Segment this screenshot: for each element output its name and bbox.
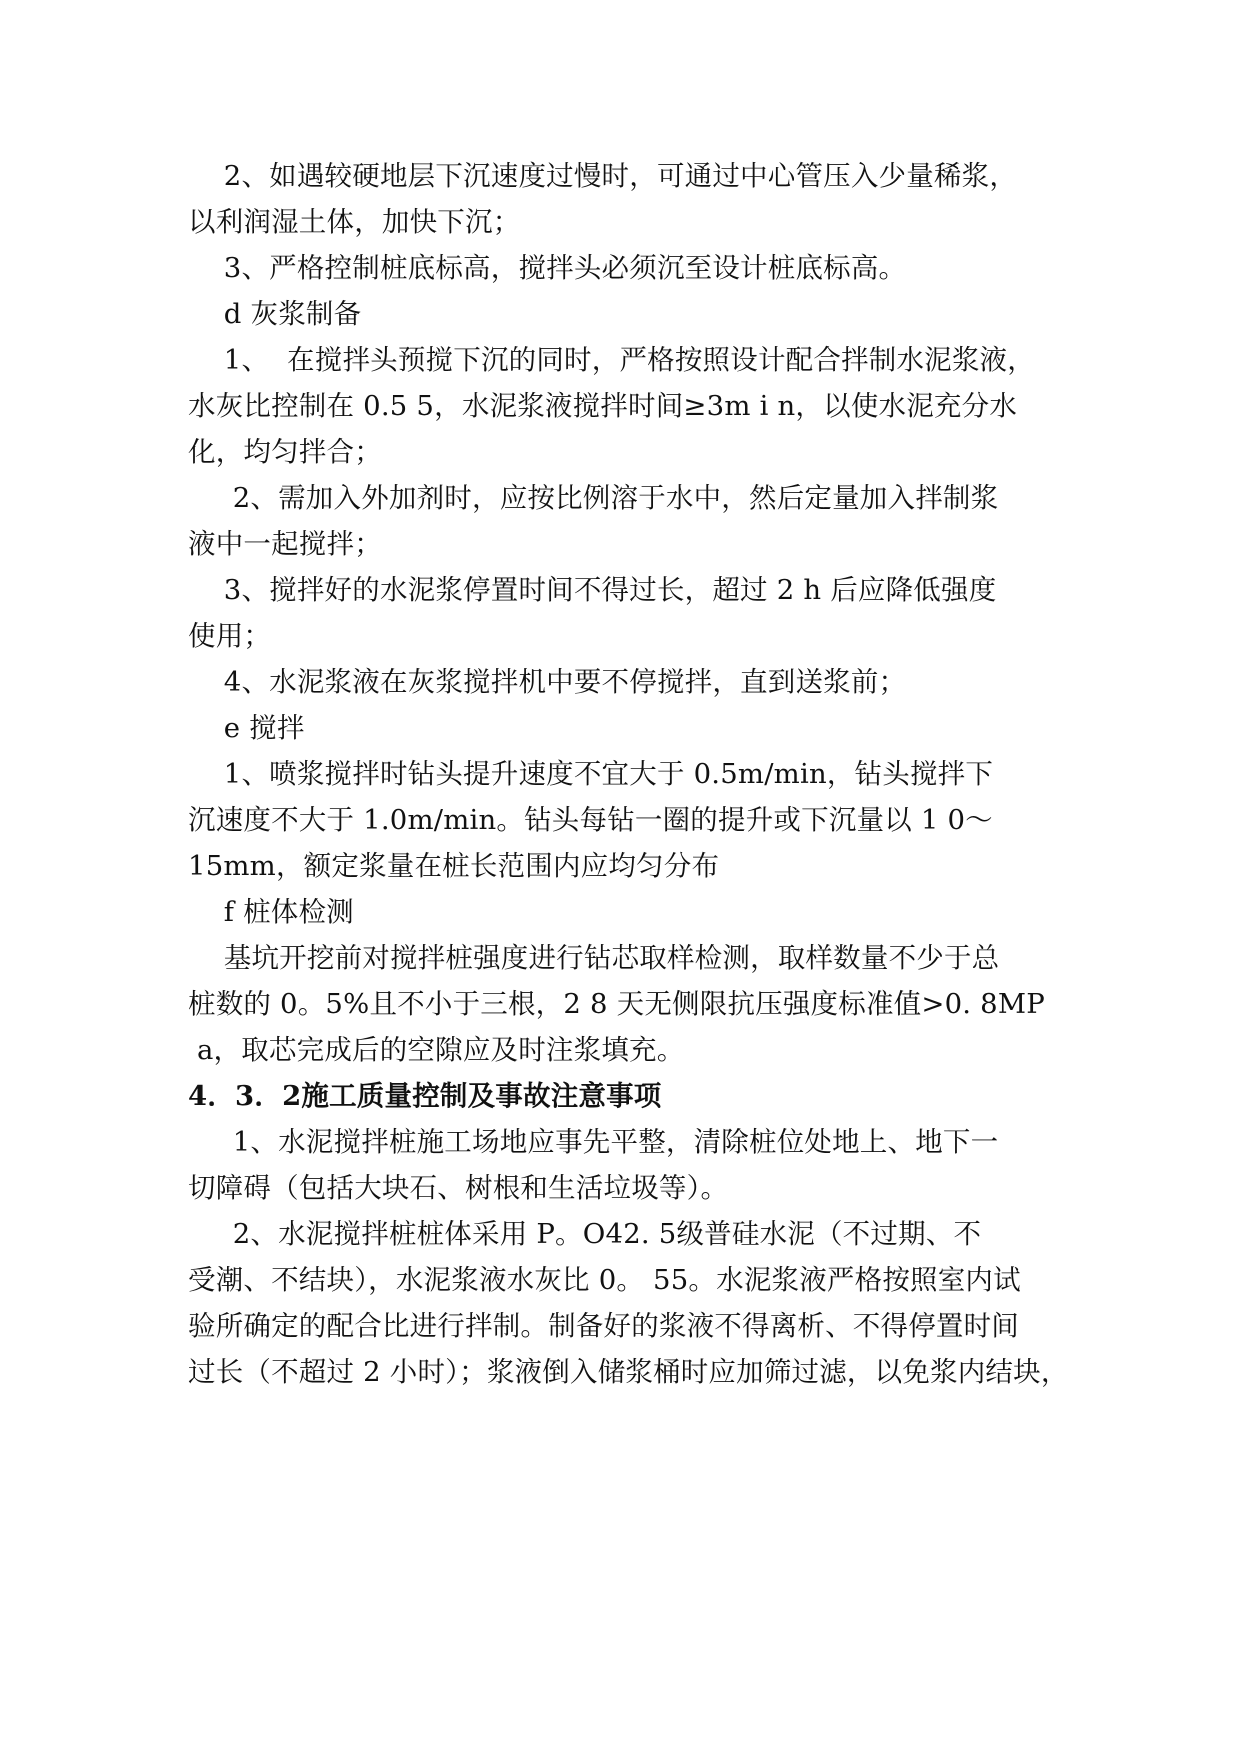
paragraph-line: 桩数的 0。5%且不小于三根，2 8 天无侧限抗压强度标准值>0. 8MP [188, 988, 1045, 1020]
section-label: d 灰浆制备 [188, 298, 362, 330]
paragraph-line: 沉速度不大于 1.0m/min。钻头每钻一圈的提升或下沉量以 1 0～ [188, 804, 993, 836]
paragraph-line: 1、喷浆搅拌时钻头提升速度不宜大于 0.5m/min，钻头搅拌下 [188, 758, 994, 790]
paragraph-line: 2、需加入外加剂时，应按比例溶于水中，然后定量加入拌制浆 [188, 482, 999, 514]
paragraph-line: 受潮、不结块），水泥浆液水灰比 0。 55。水泥浆液严格按照室内试 [188, 1264, 1021, 1296]
section-label: f 桩体检测 [188, 896, 354, 928]
paragraph-line: 以利润湿土体，加快下沉； [188, 206, 521, 238]
paragraph-line: 3、搅拌好的水泥浆停置时间不得过长，超过 2 h 后应降低强度 [188, 574, 997, 606]
paragraph-line: 基坑开挖前对搅拌桩强度进行钻芯取样检测，取样数量不少于总 [188, 942, 1000, 974]
paragraph-line: 15mm，额定浆量在桩长范围内应均匀分布 [188, 850, 720, 882]
paragraph-line: 3、严格控制桩底标高，搅拌头必须沉至设计桩底标高。 [188, 252, 907, 284]
paragraph-line: 化，均匀拌合； [188, 436, 382, 468]
paragraph-line: a，取芯完成后的空隙应及时注浆填充。 [188, 1034, 685, 1066]
paragraph-line: 2、如遇较硬地层下沉速度过慢时，可通过中心管压入少量稀浆， [188, 160, 1018, 192]
paragraph-line: 水灰比控制在 0.5 5，水泥浆液搅拌时间≥3m i n，以使水泥充分水 [188, 390, 1018, 422]
paragraph-line: 过长（不超过 2 小时）；浆液倒入储浆桶时应加筛过滤，以免浆内结块， [188, 1356, 1069, 1388]
paragraph-line: 切障碍（包括大块石、树根和生活垃圾等）。 [188, 1172, 729, 1204]
paragraph-line: 4、水泥浆液在灰浆搅拌机中要不停搅拌，直到送浆前； [188, 666, 907, 698]
paragraph-line: 1、 在搅拌头预搅下沉的同时，严格按照设计配合拌制水泥浆液， [188, 344, 1035, 376]
section-label: e 搅拌 [188, 712, 305, 744]
paragraph-line: 液中一起搅拌； [188, 528, 382, 560]
paragraph-line: 使用； [188, 620, 272, 652]
paragraph-line: 2、水泥搅拌桩桩体采用 P。O42. 5级普硅水泥（不过期、不 [188, 1218, 982, 1250]
paragraph-line: 1、水泥搅拌桩施工场地应事先平整，清除桩位处地上、地下一 [188, 1126, 999, 1158]
section-heading: 4．3．2施工质量控制及事故注意事项 [188, 1080, 662, 1112]
paragraph-line: 验所确定的配合比进行拌制。制备好的浆液不得离析、不得停置时间 [188, 1310, 1019, 1342]
